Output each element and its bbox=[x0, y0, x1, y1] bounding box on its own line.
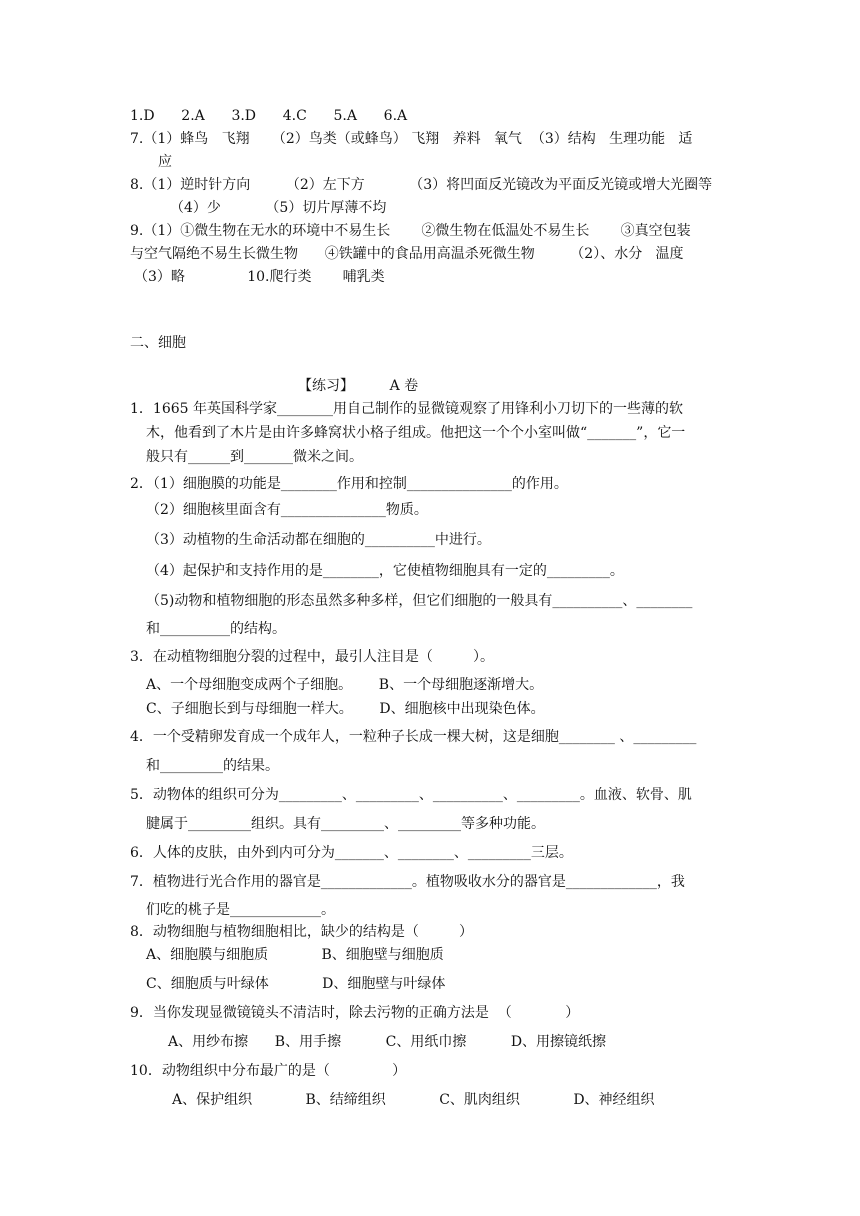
answer-q7-line2: 应 bbox=[158, 154, 172, 170]
question-9-options: A、用纱布擦 B、用手擦 C、用纸巾擦 D、用擦镜纸擦 bbox=[168, 1034, 607, 1050]
question-3-options-ab: A、一个母细胞变成两个子细胞。 B、一个母细胞逐渐增大。 bbox=[146, 677, 544, 693]
question-8: 8．动物细胞与植物细胞相比，缺少的结构是（ ） bbox=[130, 924, 473, 940]
answer-q8-line1: 8.（1）逆时针方向 （2）左下方 （3）将凹面反光镜改为平面反光镜或增大光圈等 bbox=[130, 177, 713, 193]
question-1-line1: 1．1665 年英国科学家________用自己制作的显微镜观察了用锋利小刀切下的一些薄的软 bbox=[130, 401, 683, 417]
question-1-line2: 木，他看到了木片是由许多蜂窝状小格子组成。他把这一个个小室叫做“_______”，它一 bbox=[146, 425, 686, 441]
question-4-line1: 4．一个受精卵发育成一个成年人，一粒种子长成一棵大树，这是细胞________ 、_________ bbox=[130, 729, 697, 745]
question-8-options-cd: C、细胞质与叶绿体 D、细胞壁与叶绿体 bbox=[146, 976, 446, 992]
answer-q9-line3: （3）略 10.爬行类 哺乳类 bbox=[134, 269, 385, 285]
question-2-part3: （3）动植物的生命活动都在细胞的__________中进行。 bbox=[146, 532, 491, 548]
question-10: 10．动物组织中分布最广的是（ ） bbox=[130, 1063, 407, 1079]
question-3-options-cd: C、子细胞长到与母细胞一样大。 D、细胞核中出现染色体。 bbox=[146, 701, 545, 717]
question-7-line2: 们吃的桃子是_____________。 bbox=[146, 902, 335, 918]
question-2-part1: 2．（1）细胞膜的功能是________作用和控制_______________的作用。 bbox=[130, 476, 568, 492]
exercise-header: 【练习】 A 卷 bbox=[298, 378, 419, 394]
question-6: 6．人体的皮肤，由外到内可分为_______、________、_________三层。 bbox=[130, 845, 573, 861]
answer-q8-line2: （4）少 （5）切片厚薄不均 bbox=[170, 200, 387, 216]
question-7-line1: 7．植物进行光合作用的器官是_____________。植物吸收水分的器官是_____________，我 bbox=[130, 874, 685, 890]
question-2-part6: 和__________的结构。 bbox=[146, 621, 286, 637]
question-3: 3．在动植物细胞分裂的过程中，最引人注目是（ ）。 bbox=[130, 649, 494, 665]
answer-q9-line1: 9.（1）①微生物在无水的环境中不易生长 ②微生物在低温处不易生长 ③真空包装 bbox=[130, 223, 691, 239]
question-4-line2: 和_________的结果。 bbox=[146, 758, 279, 774]
question-9: 9．当你发现显微镜镜头不清洁时，除去污物的正确方法是 （ ） bbox=[130, 1005, 580, 1021]
question-1-line3: 般只有______到_______微米之间。 bbox=[146, 449, 363, 465]
section-title: 二、细胞 bbox=[130, 335, 186, 351]
question-8-options-ab: A、细胞膜与细胞质 B、细胞壁与细胞质 bbox=[146, 947, 444, 963]
answer-q9-line2: 与空气隔绝不易生长微生物 ④铁罐中的食品用高温杀死微生物 （2）、水分 温度 bbox=[130, 246, 684, 262]
question-10-options: A、保护组织 B、结缔组织 C、肌肉组织 D、神经组织 bbox=[172, 1092, 655, 1108]
question-2-part4: （4）起保护和支持作用的是________，它使植物细胞具有一定的_________。 bbox=[146, 563, 624, 579]
question-2-part2: （2）细胞核里面含有_______________物质。 bbox=[146, 502, 428, 518]
answer-line-1-6: 1.D 2.A 3.D 4.C 5.A 6.A bbox=[130, 108, 408, 124]
question-2-part5: （5)动物和植物细胞的形态虽然多种多样，但它们细胞的一般具有__________、________ bbox=[146, 593, 693, 609]
answer-q7-line1: 7.（1）蜂鸟 飞翔 （2）鸟类（或蜂鸟） 飞翔 养料 氧气 （3）结构 生理功能 适 bbox=[130, 131, 693, 147]
question-5-line2: 腱属于_________组织。具有_________、_________等多种功能。 bbox=[146, 816, 545, 832]
question-5-line1: 5．动物体的组织可分为_________、_________、__________、_________。血液、软骨、肌 bbox=[130, 787, 692, 803]
